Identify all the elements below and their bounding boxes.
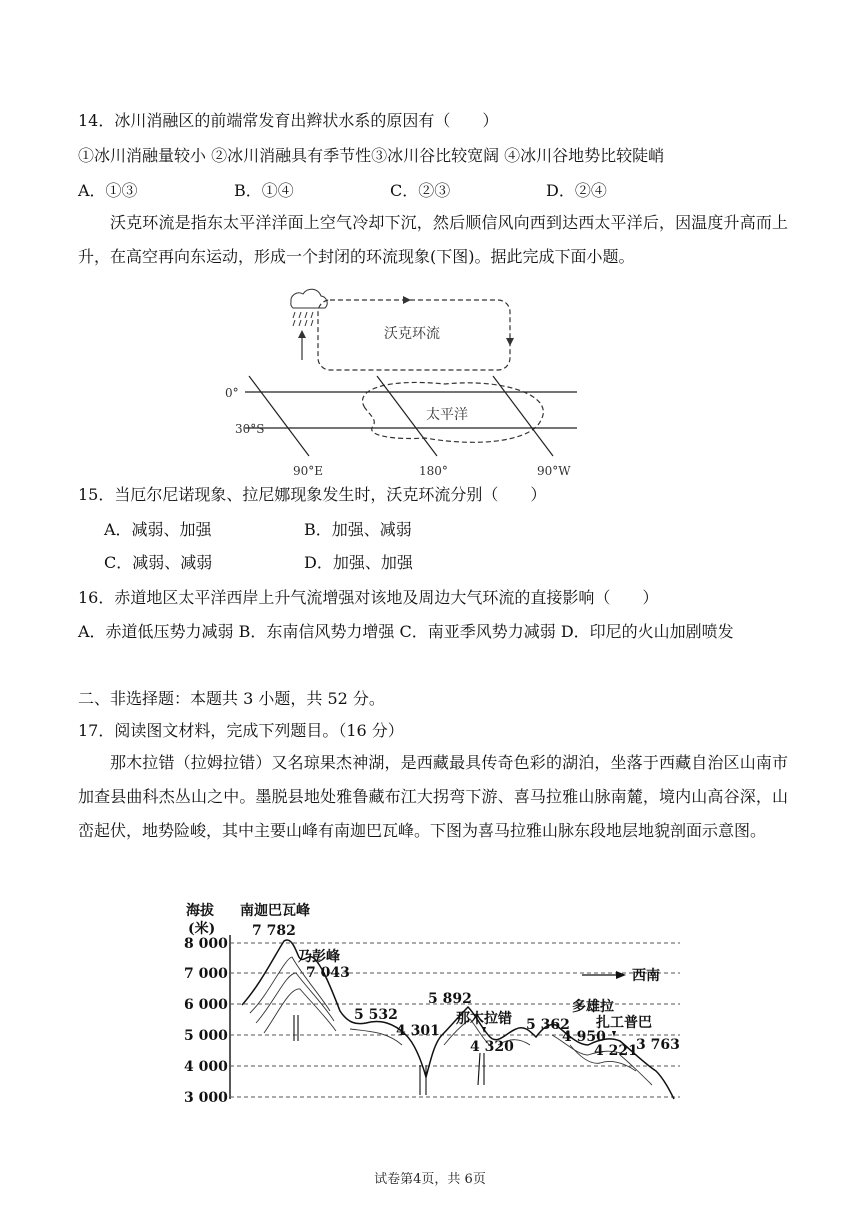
elevation-4950: 4 950 (562, 1029, 606, 1045)
rain-icon (293, 312, 313, 326)
lat-label-0: 0° (225, 386, 239, 400)
q14-option-c[interactable]: C．②③ (390, 181, 451, 200)
q16-options[interactable]: A．赤道低压势力减弱 B．东南信风势力增强 C．南亚季风势力减弱 D．印尼的火山加剧喷发 (78, 622, 734, 641)
y-tick-3000: 3 000 (184, 1090, 228, 1105)
q14-stem: 14．冰川消融区的前端常发育出辫状水系的原因有（ ） (78, 111, 499, 130)
zhagong-pointer-icon (612, 1031, 616, 1037)
y-tick-8000: 8 000 (184, 936, 228, 952)
pacific-label: 太平洋 (426, 407, 468, 423)
peak-naipeng-value: 7 043 (306, 965, 350, 981)
peak-naipeng-name: 乃彭峰 (298, 949, 340, 965)
q14-option-b[interactable]: B．①④ (234, 181, 294, 200)
section-2-heading: 二、非选择题：本题共 3 小题，共 52 分。 (78, 689, 385, 708)
walker-intro: 沃克环流是指东太平洋洋面上空气冷却下沉，然后顺信风向西到达西太平洋后，因温度升高而上升，在高空再向东运动，形成一个封闭的环流现象(下图)。据此完成下面小题。 (78, 213, 788, 266)
q14-statements: ①冰川消融量较小 ②冰川消融具有季节性③冰川谷比较宽阔 ④冰川谷地势比较陡峭 (78, 146, 665, 165)
q15-option-c[interactable]: C．减弱、减弱 (104, 553, 213, 572)
page-footer: 试卷第4页，共 6页 (374, 1172, 486, 1187)
q14-option-a[interactable]: A．①③ (78, 181, 138, 200)
q15-option-d[interactable]: D．加强、加强 (304, 553, 413, 572)
q16-stem: 16．赤道地区太平洋西岸上升气流增强对该地及周边大气环流的直接影响（ ） (78, 588, 659, 607)
direction-arrow-icon (582, 971, 626, 979)
direction-label: 西南 (632, 968, 660, 984)
down-arrow-icon (506, 338, 514, 346)
q15-option-a[interactable]: A．减弱、加强 (104, 520, 212, 539)
peak-namcha-barwa-value: 7 782 (252, 923, 296, 939)
y-tick-7000: 7 000 (184, 966, 228, 982)
elevation-5362: 5 362 (526, 1017, 570, 1033)
fault-markers (294, 1015, 484, 1095)
elevation-3763: 3 763 (636, 1037, 680, 1053)
q14-option-d[interactable]: D．②④ (546, 181, 607, 200)
walker-circulation-figure (215, 280, 595, 480)
east-arrow-icon (403, 296, 411, 304)
lon-label-90w: 90°W (537, 464, 571, 478)
q15-stem: 15．当厄尔尼诺现象、拉尼娜现象发生时，沃克环流分别（ ） (78, 485, 547, 504)
q17-passage: 那木拉错（拉姆拉错）又名琼果杰神湖，是西藏最具传奇色彩的湖泊，坐落于西藏自治区山南市加查县曲科杰丛山之中。墨脱县地处雅鲁藏布江大拐弯下游、喜马拉雅山脉南麓，境内山高谷深，山峦起伏，地势险峻，其中主要山峰有南迦巴瓦峰。下图为喜马拉雅山脉东段地层地貌剖面示意图。 (78, 753, 788, 840)
lake-namu-lacuo-name: 那木拉错 (456, 1011, 512, 1027)
y-tick-4000: 4 000 (184, 1059, 228, 1075)
cloud-icon (291, 289, 327, 308)
lat-label-30s: 30°S (235, 422, 265, 436)
elevation-4320: 4 320 (470, 1039, 514, 1055)
y-tick-5000: 5 000 (184, 1028, 228, 1044)
elevation-5532: 5 532 (354, 1007, 398, 1023)
elevation-4301: 4 301 (396, 1023, 440, 1039)
axis-title-altitude: 海拔 (186, 903, 214, 919)
q17-stem: 17．阅读图文材料，完成下列题目。（16 分） (78, 721, 404, 740)
peak-zhagong-puba-name: 扎工普巴 (596, 1015, 652, 1031)
rising-arrow-icon (298, 330, 306, 360)
axis-title-unit: (米) (188, 921, 216, 937)
q15-option-b[interactable]: B．加强、减弱 (304, 520, 412, 539)
peak-namcha-barwa-name: 南迦巴瓦峰 (240, 903, 310, 919)
lon-label-180: 180° (419, 464, 448, 478)
elevation-4221: 4 221 (594, 1043, 638, 1059)
meridian-90w (493, 376, 553, 456)
meridian-90e (249, 376, 309, 456)
peak-duoxiongla-name: 多雄拉 (572, 999, 614, 1015)
y-tick-6000: 6 000 (184, 997, 228, 1013)
himalaya-profile-figure (180, 895, 690, 1105)
walker-loop-label: 沃克环流 (384, 326, 440, 342)
lon-label-90e: 90°E (293, 464, 324, 478)
elevation-5892: 5 892 (428, 991, 472, 1007)
